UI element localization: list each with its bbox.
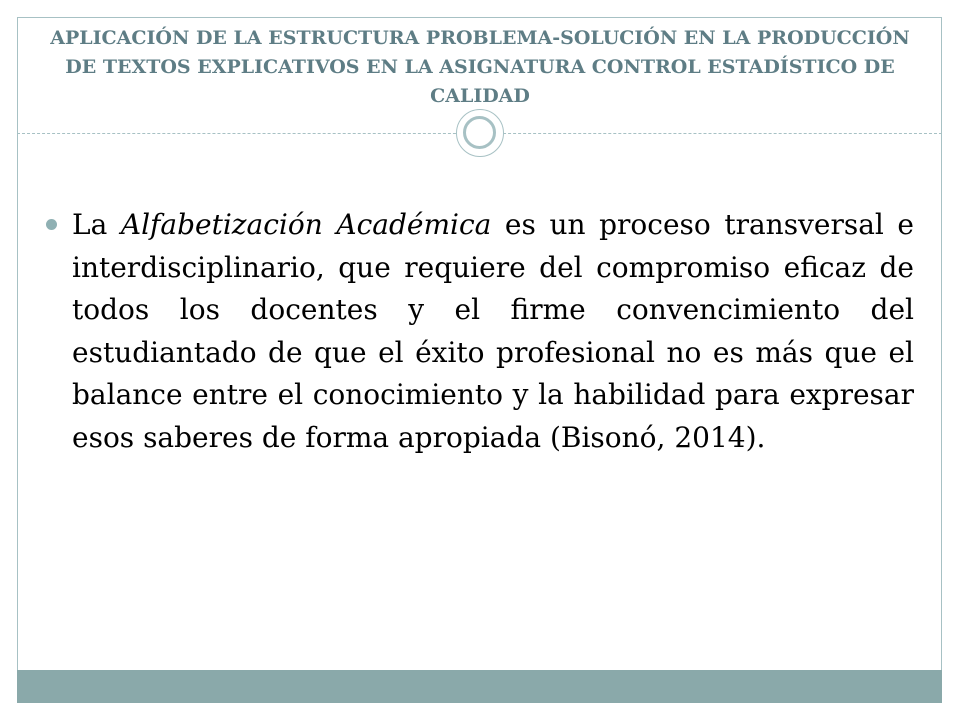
bullet-text <box>72 204 914 459</box>
slide-content <box>46 204 914 459</box>
bullet-text-start: La <box>72 208 121 241</box>
bullet-dot-icon <box>46 219 57 230</box>
bullet-text-rest: es un proceso transversal e interdisciplinario, que requiere del compromiso eficaz de todos los docentes y el firme convencimiento del estudiantado de que el éxito profesional no es más que el balance entre el conocimiento y la habilidad para expresar esos saberes de forma apropiada (Bisonó, 2014). <box>72 208 915 454</box>
slide-title: APLICACIÓN DE LA ESTRUCTURA PROBLEMA-SOLUCIÓN EN LA PRODUCCIÓN DE TEXTOS EXPLICATIVOS EN LA ASIGNATURA CONTROL ESTADÍSTICO DE CALIDAD <box>50 27 910 107</box>
footer-bar <box>17 670 942 703</box>
circle-ornament-icon <box>456 109 504 157</box>
bullet-text-emphasis: Alfabetización Académica <box>120 208 492 241</box>
bullet-item <box>46 204 914 459</box>
circle-ornament-inner <box>463 116 496 149</box>
